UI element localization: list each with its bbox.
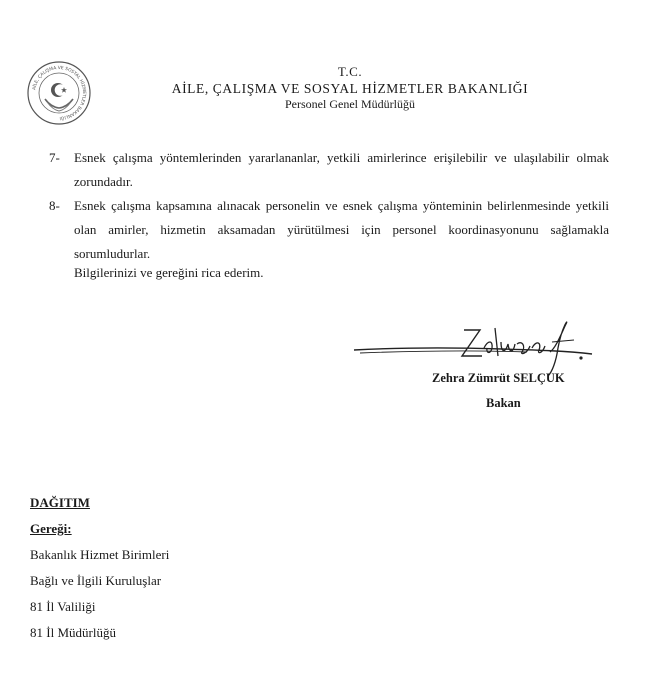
header-tc: T.C.	[337, 64, 363, 79]
ministry-seal-logo	[27, 61, 91, 125]
item-number: 8-	[49, 198, 60, 213]
recipient-item: 81 İl Valiliği	[30, 599, 96, 614]
distribution-subheading: Gereği:	[30, 521, 72, 536]
distribution-heading: DAĞITIM	[30, 495, 90, 510]
list-item	[49, 146, 609, 194]
distribution-section	[30, 494, 169, 642]
header-ministry-name: AİLE, ÇALIŞMA VE SOSYAL HİZMETLER BAKANLIĞI	[171, 81, 529, 96]
recipient-item: Bağlı ve İlgili Kuruluşlar	[30, 573, 162, 588]
recipient-item: Bakanlık Hizmet Birimleri	[30, 547, 170, 562]
item-text: Esnek çalışma yöntemlerinden yararlananlar, yetkili amirlerince erişilebilir ve ulaşılabilir olmak zorundadır.	[74, 150, 609, 189]
item-number: 7-	[49, 150, 60, 165]
header-department: Personel Genel Müdürlüğü	[285, 97, 415, 111]
handwritten-signature	[352, 318, 597, 378]
item-text: Esnek çalışma kapsamına alınacak personelin ve esnek çalışma yönteminin belirlenmesinde yetkili olan amirler, hizmetin aksamadan yürütülmesi için personel koordinasyonunu sağlamakla sorumludurlar.	[74, 198, 609, 261]
closing-sentence: Bilgilerinizi ve gereğini rica ederim.	[74, 265, 264, 280]
signer-name: Zehra Zümrüt SELÇUK	[432, 371, 565, 385]
document-header	[160, 64, 540, 112]
svg-text:AİLE, ÇALIŞMA VE SOSYAL HİZMET: AİLE, ÇALIŞMA VE SOSYAL HİZMETLER BAKANLIĞI	[32, 65, 87, 121]
signer-title: Bakan	[486, 396, 521, 410]
recipient-item: 81 İl Müdürlüğü	[30, 625, 116, 640]
list-item	[49, 194, 609, 266]
